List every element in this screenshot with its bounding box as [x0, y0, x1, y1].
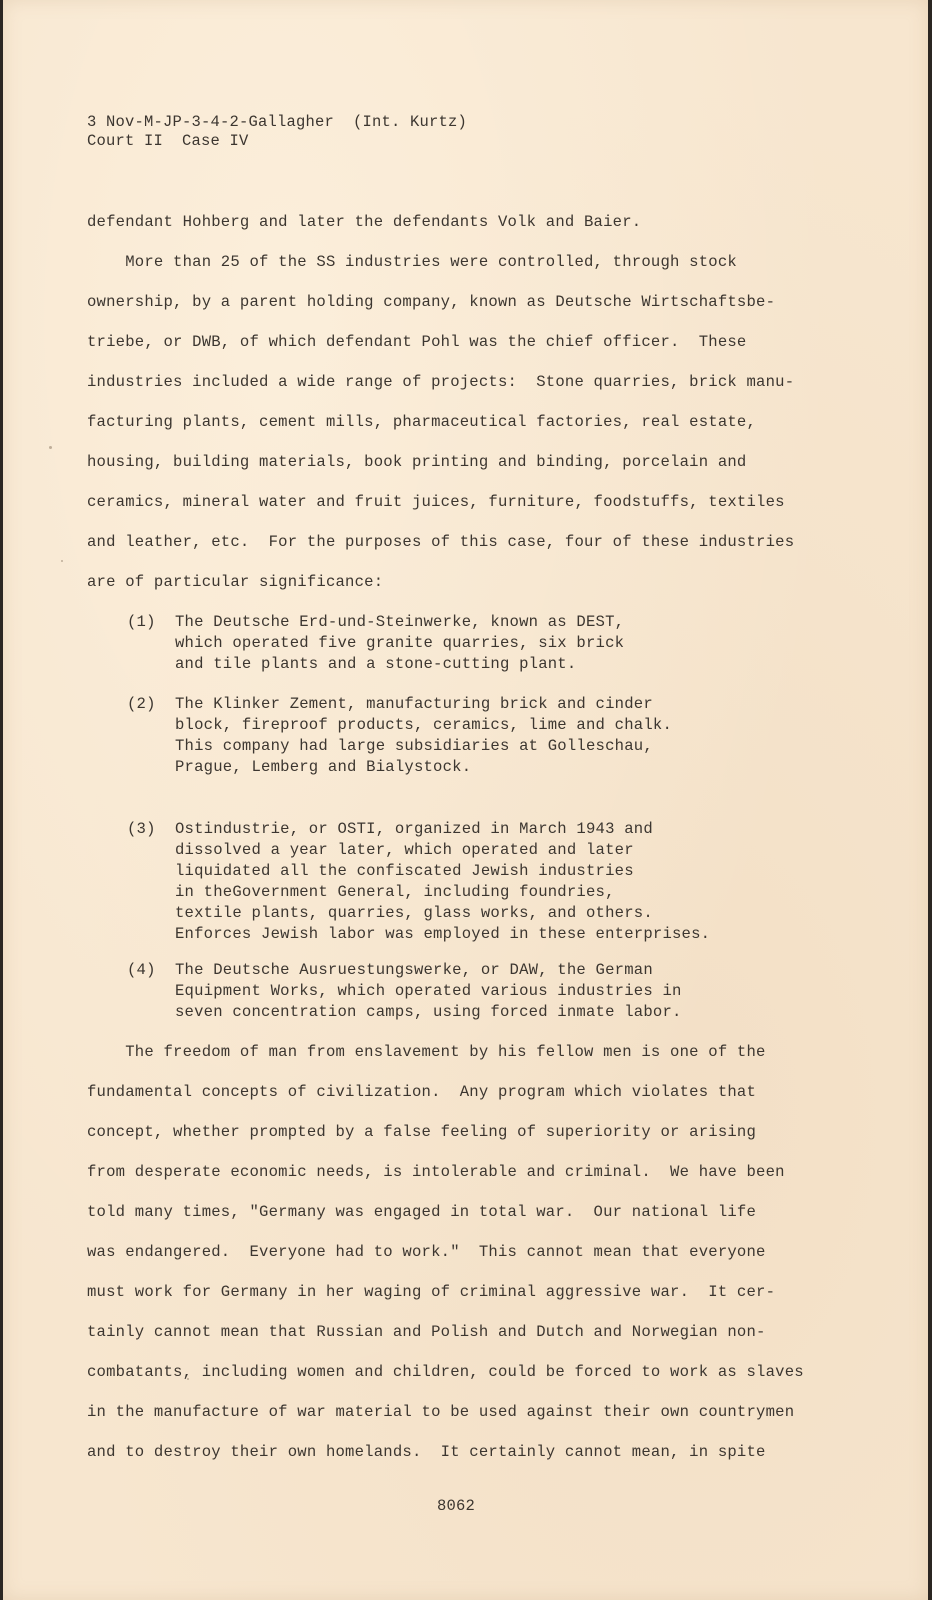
- body-line: concept, whether prompted by a false feeling of superiority or arising: [87, 1123, 757, 1141]
- body-line: are of particular significance:: [87, 573, 384, 591]
- list-item-line: textile plants, quarries, glass works, and others.: [175, 904, 653, 922]
- document-page: [3, 0, 928, 1600]
- body-line: defendant Hohberg and later the defendants Volk and Baier.: [87, 213, 642, 231]
- body-line: combatants, including women and children, could be forced to work as slaves: [87, 1363, 804, 1381]
- list-item-line: which operated five granite quarries, six brick: [175, 634, 625, 652]
- list-item-line: and tile plants and a stone-cutting plant.: [175, 655, 577, 673]
- body-line: and to destroy their own homelands. It certainly cannot mean, in spite: [87, 1443, 766, 1461]
- body-line: ownership, by a parent holding company, known as Deutsche Wirtschaftsbe-: [87, 293, 776, 311]
- list-item-number: (3): [127, 820, 156, 838]
- list-item-line: seven concentration camps, using forced inmate labor.: [175, 1003, 682, 1021]
- body-line: industries included a wide range of projects: Stone quarries, brick manu-: [87, 373, 795, 391]
- list-item-line: The Deutsche Ausruestungswerke, or DAW, the German: [175, 961, 653, 979]
- body-line: from desperate economic needs, is intolerable and criminal. We have been: [87, 1163, 785, 1181]
- list-item-line: Ostindustrie, or OSTI, organized in March 1943 and: [175, 820, 653, 838]
- body-line: triebe, or DWB, of which defendant Pohl was the chief officer. These: [87, 333, 747, 351]
- list-item-line: Equipment Works, which operated various industries in: [175, 982, 682, 1000]
- body-line: and leather, etc. For the purposes of this case, four of these industries: [87, 533, 795, 551]
- body-line: ceramics, mineral water and fruit juices, furniture, foodstuffs, textiles: [87, 493, 785, 511]
- body-line: in the manufacture of war material to be used against their own countrymen: [87, 1403, 795, 1421]
- body-line: told many times, "Germany was engaged in total war. Our national life: [87, 1203, 757, 1221]
- body-line: tainly cannot mean that Russian and Polish and Dutch and Norwegian non-: [87, 1323, 766, 1341]
- list-item-number: (2): [127, 695, 156, 713]
- body-line: fundamental concepts of civilization. Any program which violates that: [87, 1083, 757, 1101]
- body-line: must work for Germany in her waging of criminal aggressive war. It cer-: [87, 1283, 776, 1301]
- paper-speck: [49, 446, 52, 449]
- body-line: The freedom of man from enslavement by his fellow men is one of the: [87, 1043, 766, 1061]
- paper-speck: [187, 1378, 189, 1380]
- list-item-line: Enforces Jewish labor was employed in these enterprises.: [175, 925, 711, 943]
- list-item-line: dissolved a year later, which operated and later: [175, 841, 634, 859]
- header-line-2: Court II Case IV: [87, 132, 249, 150]
- body-line: facturing plants, cement mills, pharmaceutical factories, real estate,: [87, 413, 757, 431]
- list-item-line: The Klinker Zement, manufacturing brick and cinder: [175, 695, 653, 713]
- list-item-line: Prague, Lemberg and Bialystock.: [175, 758, 472, 776]
- list-item-line: block, fireproof products, ceramics, lime and chalk.: [175, 716, 673, 734]
- body-line: housing, building materials, book printing and binding, porcelain and: [87, 453, 747, 471]
- list-item-number: (1): [127, 613, 156, 631]
- page-number: 8062: [437, 1497, 476, 1515]
- list-item-line: in theGovernment General, including foundries,: [175, 883, 615, 901]
- list-item-number: (4): [127, 961, 156, 979]
- list-item-line: liquidated all the confiscated Jewish industries: [175, 862, 634, 880]
- body-line: was endangered. Everyone had to work." This cannot mean that everyone: [87, 1243, 766, 1261]
- list-item-line: This company had large subsidiaries at Golleschau,: [175, 737, 653, 755]
- paper-speck: [61, 560, 63, 562]
- body-line: More than 25 of the SS industries were controlled, through stock: [87, 253, 737, 271]
- header-line-1: 3 Nov-M-JP-3-4-2-Gallagher (Int. Kurtz): [87, 113, 468, 131]
- list-item-line: The Deutsche Erd-und-Steinwerke, known as DEST,: [175, 613, 625, 631]
